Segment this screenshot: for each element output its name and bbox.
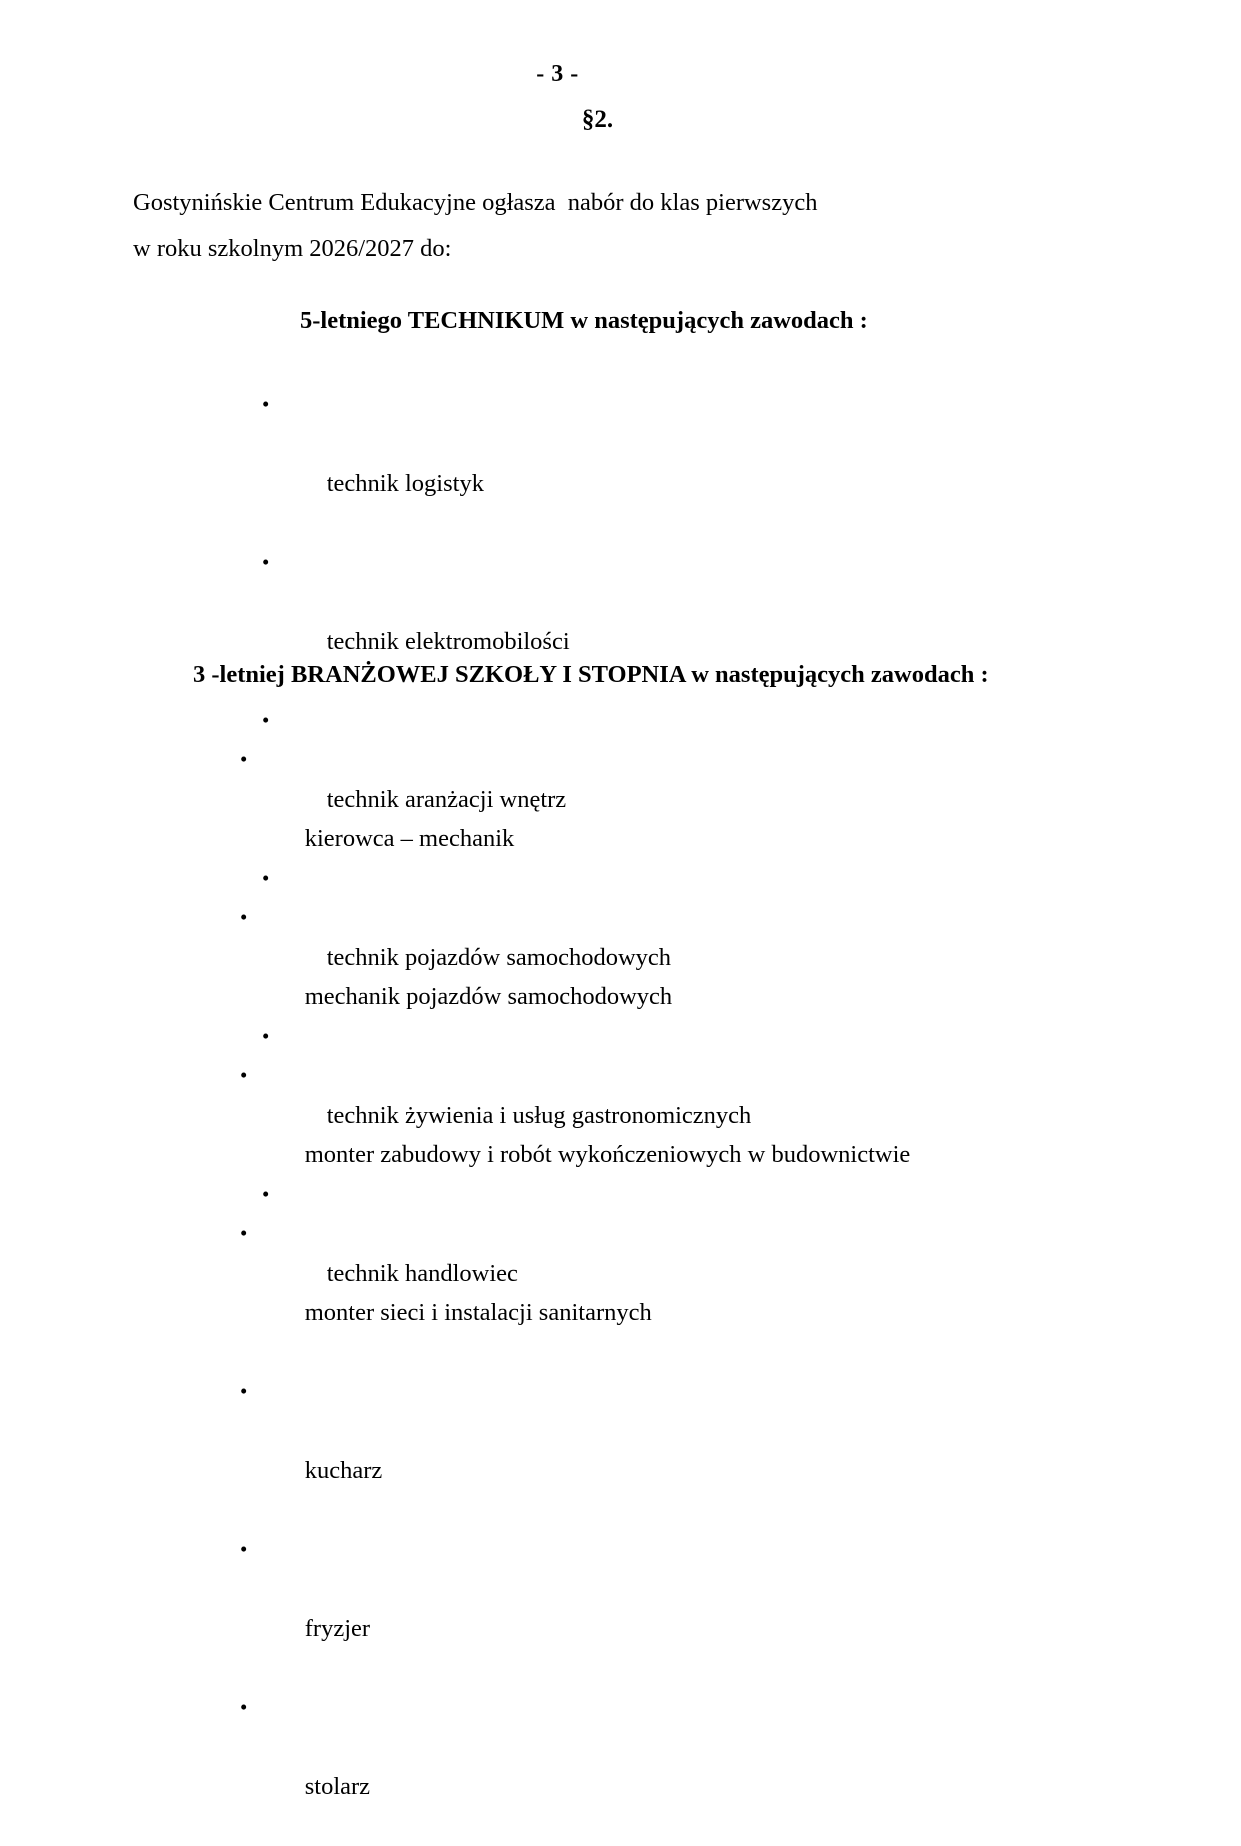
list-item: [262, 385, 751, 543]
list-item: [240, 1214, 910, 1372]
heading-technikum: 5-letniego TECHNIKUM w następujących zawodach :: [300, 307, 868, 334]
bullet-icon: •: [262, 708, 270, 732]
list-item-label: technik żywienia i usług gastronomicznych: [326, 1102, 752, 1129]
bullet-icon: •: [262, 1024, 270, 1048]
list-item-label: mechanik pojazdów samochodowych: [304, 983, 673, 1010]
list-item: [240, 740, 910, 898]
list-item: [240, 1688, 910, 1846]
section-mark-heading: §2.: [581, 106, 614, 133]
bullet-icon: •: [240, 747, 248, 771]
list-item-label: technik handlowiec: [326, 1260, 518, 1287]
bullet-icon: •: [240, 1063, 248, 1087]
list-item-label: stolarz: [304, 1773, 371, 1800]
list-item: [240, 1056, 910, 1214]
bullet-icon: •: [240, 905, 248, 929]
branzowa-profession-list: [240, 740, 910, 1846]
bullet-icon: •: [262, 866, 270, 890]
page-number: - 3 -: [536, 61, 579, 87]
bullet-icon: •: [240, 1221, 248, 1245]
bullet-icon: •: [240, 1537, 248, 1561]
list-item-label: fryzjer: [304, 1615, 371, 1642]
list-item-label: monter zabudowy i robót wykończeniowych w budownictwie: [304, 1141, 911, 1168]
bullet-icon: •: [262, 1182, 270, 1206]
list-item-label: technik aranżacji wnętrz: [326, 786, 567, 813]
list-item-label: technik pojazdów samochodowych: [326, 944, 672, 971]
bullet-icon: •: [240, 1695, 248, 1719]
intro-line-2: w roku szkolnym 2026/2027 do:: [133, 235, 452, 262]
intro-line-1: Gostynińskie Centrum Edukacyjne ogłasza nabór do klas pierwszych: [133, 189, 818, 216]
list-item: [240, 1530, 910, 1688]
heading-branzowa-szkola: 3 -letniej BRANŻOWEJ SZKOŁY I STOPNIA w następujących zawodach :: [193, 661, 989, 688]
intro-paragraph: [133, 180, 1093, 272]
bullet-icon: •: [240, 1379, 248, 1403]
list-item-label: kucharz: [304, 1457, 383, 1484]
list-item-label: technik logistyk: [326, 470, 484, 497]
bullet-icon: •: [262, 392, 270, 416]
list-item: [240, 898, 910, 1056]
bullet-icon: •: [262, 550, 270, 574]
list-item-label: kierowca – mechanik: [304, 825, 515, 852]
list-item: [240, 1372, 910, 1530]
list-item-label: monter sieci i instalacji sanitarnych: [304, 1299, 652, 1326]
list-item-label: technik elektromobilości: [326, 628, 570, 655]
